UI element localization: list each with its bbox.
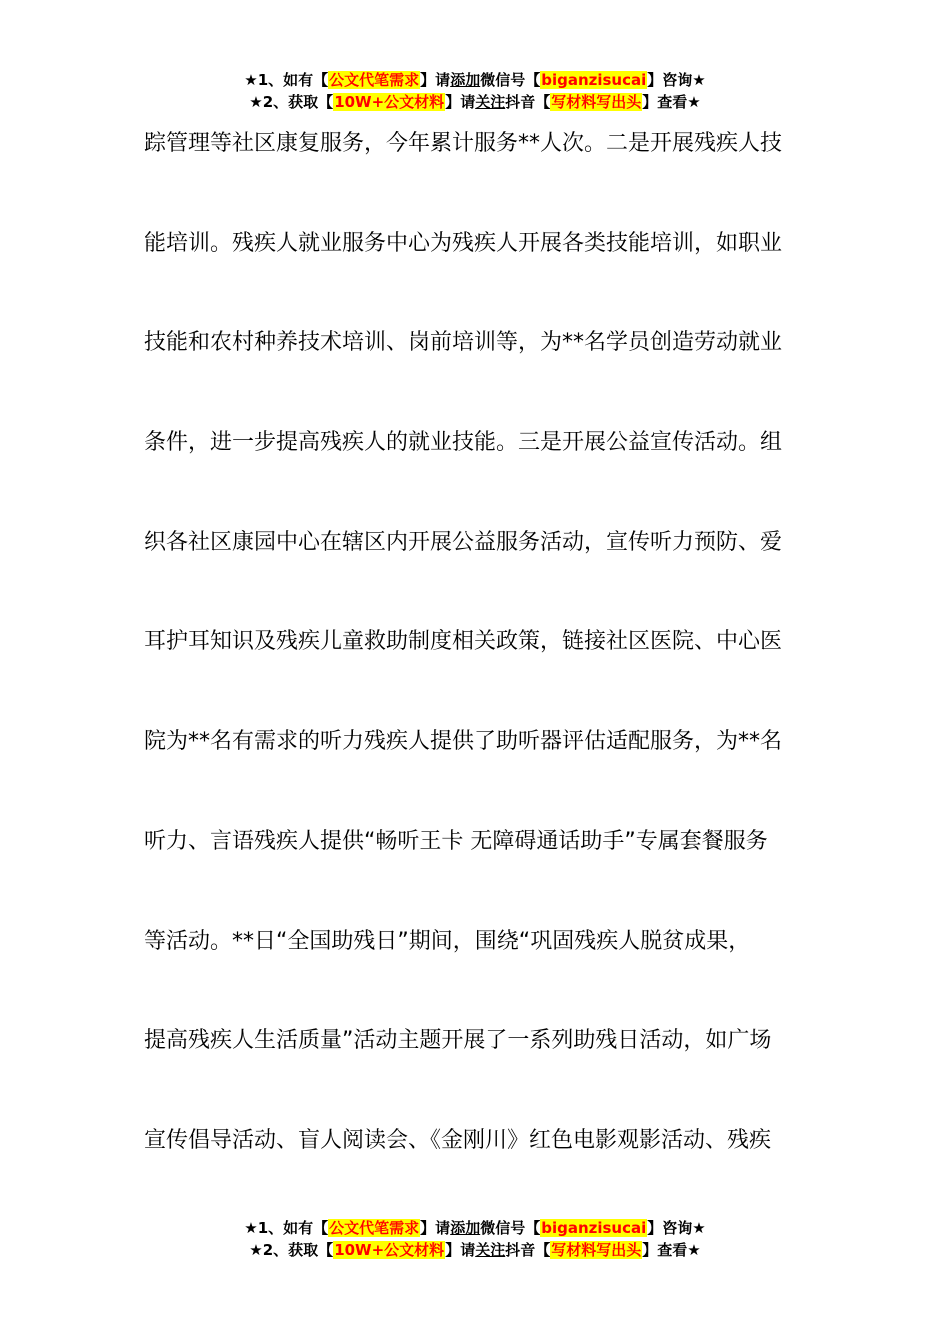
banner-text: 】查看★ (642, 93, 701, 111)
banner-line-1 (0, 69, 950, 91)
highlight-service: 公文代笔需求 (329, 1219, 420, 1237)
text-line: 踪管理等社区康复服务，今年累计服务**人次。二是开展残疾人技 (144, 131, 783, 156)
text-line: 院为**名有需求的听力残疾人提供了助听器评估适配服务，为**名 (144, 729, 783, 755)
banner-emphasis: 关注 (475, 93, 506, 111)
banner-text: ★2、获取【 (249, 93, 334, 111)
text-line: 提高残疾人生活质量”活动主题开展了一系列助残日活动，如广场 (144, 1028, 772, 1054)
text-line: 等活动。**日“全国助残日”期间，围绕“巩固残疾人脱贫成果， (144, 928, 751, 954)
banner-text: ★2、获取【 (249, 1241, 334, 1259)
banner-line-2 (0, 1239, 950, 1261)
banner-emphasis: 关注 (475, 1241, 506, 1259)
footer-banner (0, 1217, 950, 1261)
highlight-douyin-account: 写材料写出头 (551, 1241, 642, 1259)
document-body (144, 126, 824, 1223)
text-line: 条件，进一步提高残疾人的就业技能。三是开展公益宣传活动。组 (144, 430, 783, 456)
banner-text: 微信号【 (480, 71, 541, 89)
banner-text: 】请 (420, 1219, 451, 1237)
banner-emphasis: 添加 (450, 1219, 481, 1237)
highlight-materials: 10W+公文材料 (334, 93, 445, 111)
highlight-douyin-account: 写材料写出头 (551, 93, 642, 111)
text-line: 能培训。残疾人就业服务中心为残疾人开展各类技能培训，如职业 (144, 230, 783, 256)
banner-line-1 (0, 1217, 950, 1239)
banner-line-2 (0, 91, 950, 113)
highlight-service: 公文代笔需求 (329, 71, 420, 89)
banner-text: 】查看★ (642, 1241, 701, 1259)
highlight-materials: 10W+公文材料 (334, 1241, 445, 1259)
banner-text: 】咨询★ (647, 71, 706, 89)
banner-text: 微信号【 (480, 1219, 541, 1237)
banner-text: 】咨询★ (647, 1219, 706, 1237)
text-line: 听力、言语残疾人提供“畅听王卡 无障碍通话助手”专属套餐服务 (144, 828, 768, 854)
text-line: 技能和农村种养技术培训、岗前培训等，为**名学员创造劳动就业 (144, 330, 783, 356)
highlight-wechat-id: biganzisucai (541, 71, 647, 89)
highlight-wechat-id: biganzisucai (541, 1219, 647, 1237)
banner-text: ★1、如有【 (244, 71, 329, 89)
banner-text: ★1、如有【 (244, 1219, 329, 1237)
banner-text: 抖音【 (505, 93, 551, 111)
banner-text: 】请 (420, 71, 451, 89)
banner-emphasis: 添加 (450, 71, 481, 89)
banner-text: 】请 (445, 93, 476, 111)
text-line: 耳护耳知识及残疾儿童救助制度相关政策，链接社区医院、中心医 (144, 629, 783, 655)
text-line: 宣传倡导活动、盲人阅读会、《金刚川》红色电影观影活动、残疾 (144, 1127, 772, 1153)
header-banner (0, 69, 950, 113)
banner-text: 抖音【 (505, 1241, 551, 1259)
banner-text: 】请 (445, 1241, 476, 1259)
text-line: 织各社区康园中心在辖区内开展公益服务活动，宣传听力预防、爱 (144, 529, 783, 555)
